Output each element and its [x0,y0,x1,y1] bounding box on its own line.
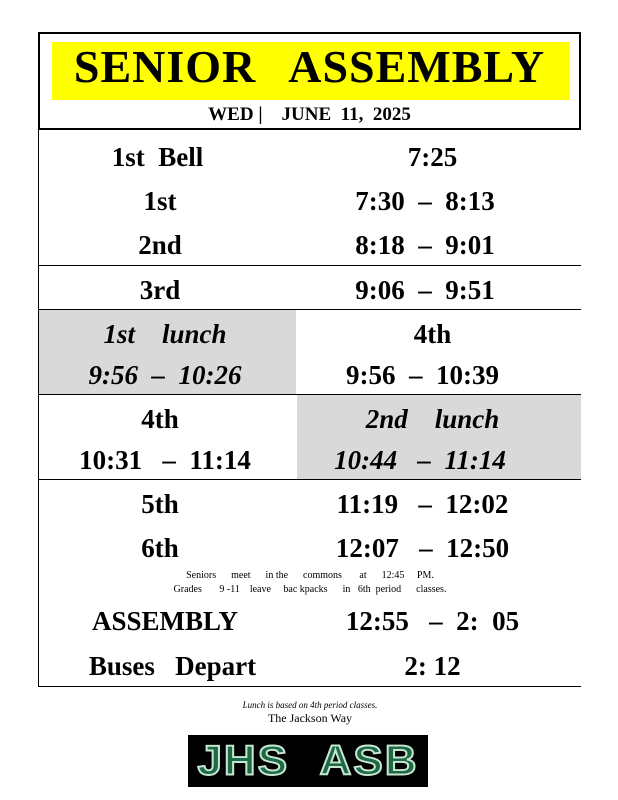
period6-label: 6th [141,533,179,563]
header-box [38,32,581,130]
period6-time: 12:07 – 12:50 [335,533,510,563]
period1-time: 7:30 – 8:13 [355,186,495,216]
divider [38,265,581,266]
period2-label: 2nd [138,230,182,260]
lunch1-time: 9:56 – 10:26 [88,360,242,390]
assembly-label: ASSEMBLY [91,606,239,636]
page-title: SENIOR ASSEMBLY [73,41,546,92]
motto: The Jackson Way [267,711,353,725]
period3-time: 9:06 – 9:51 [355,275,495,305]
period3-label: 3rd [139,275,181,305]
period5-time: 11:19 – 12:02 [336,489,509,519]
lunch2-label: 2nd lunch [365,404,500,434]
lunch2-time: 10:44 – 11:14 [334,445,506,475]
divider [38,394,581,395]
table-left-border [38,130,39,687]
period2-time: 8:18 – 9:01 [355,230,495,260]
buses-label: Buses Depart [88,651,257,681]
divider [38,686,581,687]
first-bell-time: 7:25 [407,142,458,172]
assembly-time: 12:55 – 2: 05 [345,606,520,636]
divider [38,309,581,310]
buses-time: 2: 12 [404,651,461,681]
jhs-asb-logo [188,735,428,787]
period4a-time: 9:56 – 10:39 [346,360,499,390]
period4b-time: 10:31 – 11:14 [79,445,251,475]
logo-text: JHS ASB [197,737,419,784]
period1-label: 1st [143,186,177,216]
period4a-label: 4th [413,319,452,349]
event-date: WED | JUNE 11, 2025 [208,104,411,125]
note-grades: Grades 9 -11 leave bac kpacks in 6th period classes. [173,584,447,595]
lunch-note: Lunch is based on 4th period classes. [242,700,378,710]
note-seniors: Seniors meet in the commons at 12:45 PM. [186,570,434,581]
period5-label: 5th [141,489,179,519]
lunch1-label: 1st lunch [103,319,227,349]
period4b-label: 4th [141,404,179,434]
divider [38,479,581,480]
first-bell-label: 1st Bell [111,142,204,172]
